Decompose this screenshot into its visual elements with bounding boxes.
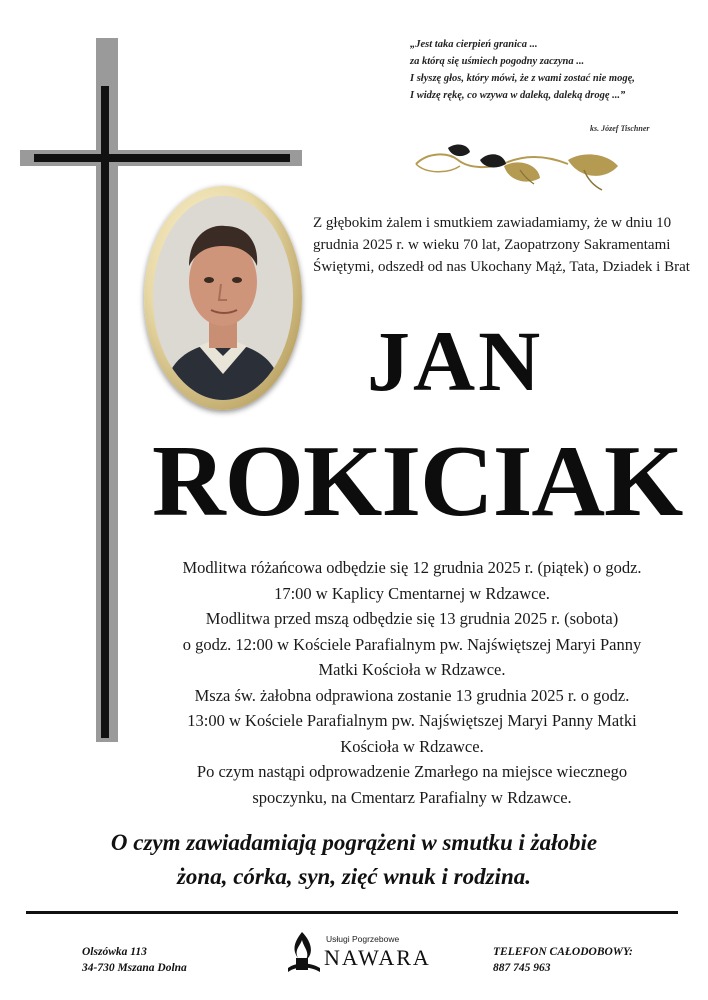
portrait-icon <box>153 196 293 400</box>
leaf-ornament-icon <box>408 140 634 196</box>
closing-line: żona, córka, syn, zięć wnuk i rodzina. <box>176 864 531 889</box>
quote-line: „Jest taka cierpień granica ... <box>410 39 538 50</box>
candle-flame-icon <box>284 928 324 978</box>
logo-subtitle: Usługi Pogrzebowe <box>326 934 400 944</box>
announcement-intro: Z głębokim żalem i smutkiem zawiadamiamy, że w dniu 10 grudnia 2025 r. w wieku 70 lat, Zaopatrzony Sakramentami Świętymi, odszedł od nas Ukochany Mąż, Tata, Dziadek i Brat <box>313 215 690 275</box>
quote-line: I słyszę głos, który mówi, że z wami zostać nie mogę, <box>410 73 635 84</box>
details-line: Modlitwa różańcowa odbędzie się 12 grudnia 2025 r. (piątek) o godz. <box>182 558 642 577</box>
details-line: spoczynku, na Cmentarz Parafialny w Rdzawce. <box>252 787 572 807</box>
funeral-home-logo <box>284 928 434 978</box>
closing-line: O czym zawiadamiają pogrążeni w smutku i żałobie <box>110 830 598 855</box>
quote-line: za którą się uśmiech pogodny zaczyna ... <box>410 56 585 67</box>
family-closing <box>0 826 708 894</box>
cross-vertical <box>101 86 109 738</box>
phone-label: TELEFON CAŁODOBOWY: <box>493 946 633 958</box>
address-line: 34-730 Mszana Dolna <box>82 962 187 974</box>
details-line: Modlitwa przed mszą odbędzie się 13 grudnia 2025 r. (sobota) <box>205 609 619 628</box>
deceased-first-name: JAN <box>367 313 544 409</box>
footer-address <box>82 944 187 976</box>
details-line: 17:00 w Kaplicy Cmentarnej w Rdzawce. <box>274 583 550 603</box>
portrait-photo <box>153 196 293 400</box>
portrait-frame <box>144 186 302 410</box>
quote-line: I widzę rękę, co wzywa w daleką, daleką drogę ...” <box>410 90 626 101</box>
address-line: Olszówka 113 <box>82 946 147 958</box>
ceremony-details <box>132 555 692 810</box>
details-line: 13:00 w Kościele Parafialnym pw. Najświętszej Maryi Panny Matki <box>187 711 637 730</box>
cross-horizontal <box>34 154 290 162</box>
footer-phone <box>493 944 633 976</box>
details-line: Kościoła w Rdzawce. <box>340 736 484 756</box>
phone-number: 887 745 963 <box>493 962 551 974</box>
details-line: Matki Kościoła w Rdzawce. <box>318 660 506 679</box>
details-line: o godz. 12:00 w Kościele Parafialnym pw. Najświętszej Maryi Panny <box>182 634 642 654</box>
divider <box>26 911 678 914</box>
quote <box>410 36 690 104</box>
quote-author: ks. Józef Tischner <box>590 124 650 133</box>
details-line: Po czym nastąpi odprowadzenie Zmarłego na miejsce wiecznego <box>196 762 628 781</box>
logo-name: NAWARA <box>324 945 431 970</box>
details-line: Msza św. żałobna odprawiona zostanie 13 grudnia 2025 r. o godz. <box>194 685 630 705</box>
deceased-last-name: ROKICIAK <box>152 425 683 538</box>
